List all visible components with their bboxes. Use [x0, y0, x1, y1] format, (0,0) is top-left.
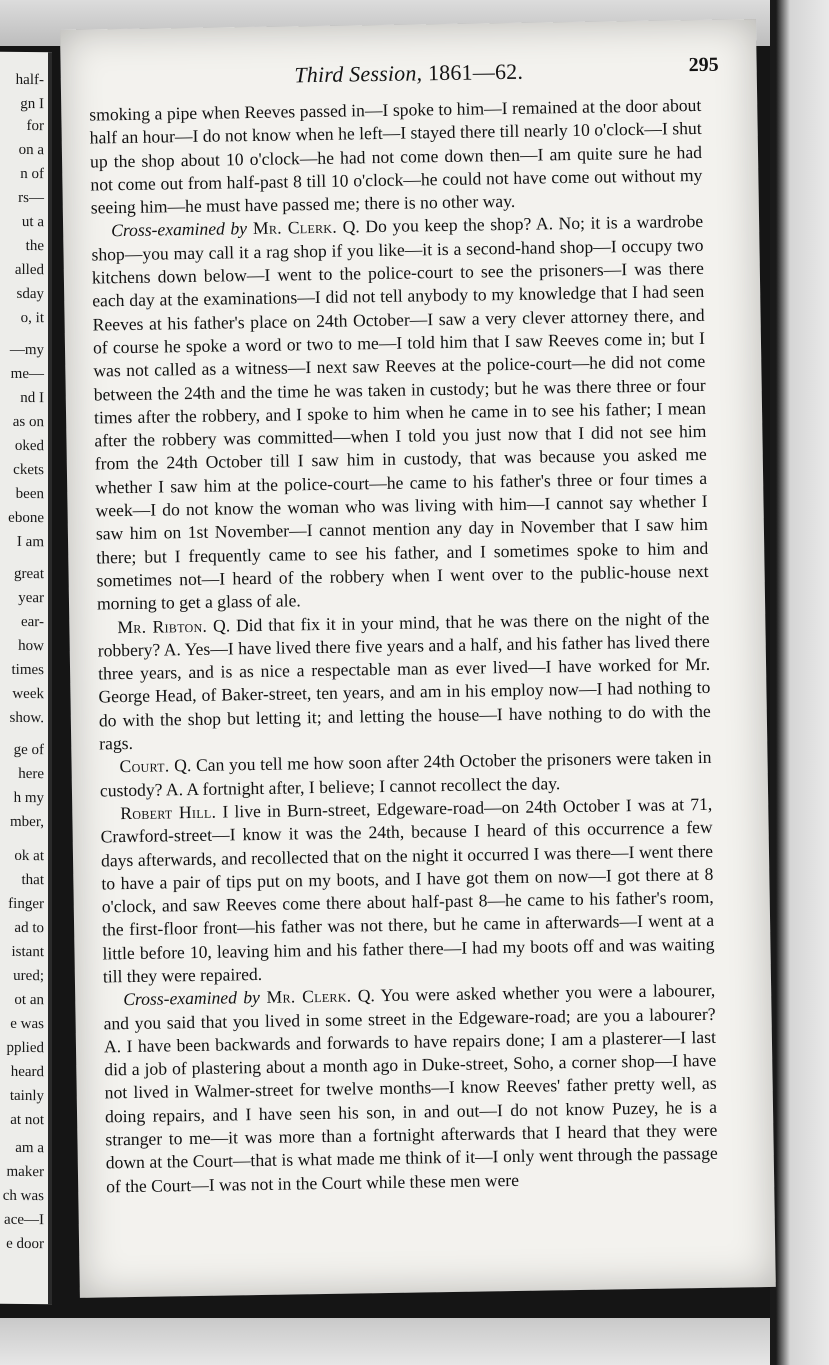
- running-header: [61, 55, 757, 94]
- paragraph-lead-italic: Cross-examined by: [111, 218, 248, 241]
- left-page-fragment: how: [18, 637, 44, 655]
- paragraph-text: smoking a pipe when Reeves passed in—I spoke to him—I remained at the door about half an hour—I do not know when he left—I stayed there till nearly 10 o'clock—I shut up the shop about 10 o'clock—he had not come down then—I am quite sure he had not come out from half-past 8 till 10 o'clock—he could not have come out without my seeing him—he must have passed me; there is no other way.: [89, 94, 703, 218]
- left-page-fragment: here: [18, 765, 44, 783]
- paragraph-text: Q. Did that fix it in your mind, that he was there on the night of the robbery? A. Yes—I have lived there five years and a half, and his father has lived there three years, and is as nice a respectable man as ever lived—I have worked for Mr. George Head, of Baker-street, ten years, and am in his employ now—I had nothing to do with the shop but letting it; and letting the house—I have nothing to do with the rags.: [97, 607, 711, 754]
- left-page-fragment: istant: [11, 943, 44, 961]
- left-page-fragment: I am: [16, 533, 44, 551]
- left-page-fragment: rs—: [18, 189, 44, 207]
- left-page-fragment: am a: [15, 1139, 44, 1157]
- left-page-fragment: mber,: [10, 813, 44, 831]
- witness-name: Robert Hill.: [120, 801, 217, 824]
- paragraph-lead-italic: Cross-examined by: [123, 987, 261, 1010]
- left-page-fragment: the: [25, 237, 44, 255]
- page-number: 295: [688, 53, 719, 77]
- paragraph-text: I live in Burn-street, Edgeware-road—on 24th October I was at 71, Crawford-street—I know it was the 24th, because I heard of this occurrence a few days afterwards, and recollected that on the night it occurred I was there—I went there to have a pair of tips put on my boots, and I have got them on now—I got there at 8 o'clock, and saw Reeves come there about half-past 8—he came to his father's room, the first-floor front—his father was not there, but he came in afterwards—I went at a little before 10, leaving him and his father there—I had my boots off and was waiting till they were repaired.: [100, 793, 715, 987]
- paragraph: [100, 793, 715, 989]
- paragraph-text: Q. Do you keep the shop? A. No; it is a wardrobe shop—you may call it a rag shop if you like—it is a second-hand shop—I occupy two kitchens down below—I went to the police-court to see the prisoners—I was there each day at the examinations—I did not tell anybody to my knowledge that I had seen Reeves at his father's place on 24th October—I saw a very clever attorney there, and of course he spoke a word or two to me—I told him that I saw Reeves come in; but I was not called as a witness—I next saw Reeves at the police-court—he did not come between the 24th and the time he was taken in custody; but he was there three or four times after the robbery, and I spoke to him when he came in to see his father; I mean after the robbery was committed—when I told you just now that I did not see him from the 24th October till I saw him in custody, that was because you asked me whether I saw him at the police-court—he came to his father's three or four times a week—I do not know the woman who was living with him—I cannot say whether I saw him on 1st November—I cannot mention any day in November that I saw him there; but I frequently came to see his father, and I sometimes spoke to him and sometimes not—I heard of the robbery when I went over to the public-house next morning to get a glass of ale.: [91, 211, 709, 614]
- paragraph: [89, 94, 703, 220]
- paragraph: [91, 210, 709, 616]
- left-page-fragment: nd I: [20, 389, 44, 407]
- paragraph: [103, 979, 718, 1198]
- speaker-name: Court.: [119, 755, 170, 777]
- left-page-fragment: ad to: [14, 919, 44, 937]
- left-page-fragment: ebone: [8, 509, 44, 527]
- left-page-fragment: ured;: [13, 967, 44, 985]
- left-page-fragment: —my: [9, 341, 44, 359]
- left-page-edge: [0, 52, 52, 1305]
- left-page-fragment: ut a: [21, 213, 44, 231]
- scan-bottom-margin: [0, 1318, 829, 1365]
- left-page-fragment: great: [14, 565, 44, 583]
- left-page-fragment: me—: [10, 365, 44, 383]
- left-page-fragment: n of: [20, 165, 44, 183]
- left-page-fragment: h my: [13, 789, 44, 807]
- left-page-fragment: pplied: [6, 1039, 44, 1057]
- left-page-fragment: e was: [10, 1015, 44, 1033]
- left-page-fragment: half-: [15, 71, 44, 89]
- left-page-fragment: show.: [9, 709, 44, 727]
- testimony-body: [89, 94, 718, 1198]
- paragraph-text: Q. Can you tell me how soon after 24th October the prisoners were taken in custody? A. A fortnight after, I believe; I cannot recollect the day.: [99, 747, 712, 801]
- left-page-fragment: ok at: [14, 847, 44, 865]
- left-page-fragment: year: [18, 589, 44, 607]
- left-page-fragment: ch was: [2, 1187, 44, 1205]
- left-page-fragment: been: [15, 485, 44, 503]
- left-page-fragment: ge of: [13, 741, 44, 759]
- left-page-fragment: on a: [18, 141, 44, 159]
- speaker-name: Mr. Clerk.: [259, 985, 352, 1008]
- left-page-fragment: e door: [6, 1235, 44, 1253]
- left-page-fragment: for: [26, 118, 44, 135]
- left-page-fragment: times: [11, 661, 44, 679]
- left-page-fragment: ear-: [20, 613, 44, 631]
- session-title: [61, 55, 757, 92]
- left-page-fragment: week: [12, 685, 44, 703]
- scan-right-margin: [770, 0, 829, 1365]
- left-page-fragment: as on: [12, 413, 44, 431]
- left-page-fragment: that: [21, 871, 44, 889]
- left-page-fragment: tainly: [9, 1087, 44, 1105]
- left-page-fragment: alled: [14, 261, 44, 279]
- left-page-fragment: sday: [16, 285, 44, 303]
- left-page-fragment: ot an: [14, 991, 44, 1009]
- left-page-fragment: o, it: [20, 309, 44, 327]
- left-page-fragment: gn I: [20, 95, 44, 113]
- left-page-fragment: ckets: [13, 461, 44, 479]
- paragraph: [97, 606, 711, 755]
- left-page-fragment: finger: [8, 895, 44, 913]
- left-page-fragment: at not: [10, 1111, 44, 1129]
- session-title-italic: Third Session,: [294, 60, 423, 88]
- session-title-year: 1861—62.: [422, 58, 524, 86]
- paragraph-text: Q. You were asked whether you were a labourer, and you said that you lived in some street in the Edgeware-road; are you a labourer? A. I have been backwards and forwards to have repairs done; I am a plasterer—I last did a job of plastering about a month ago in Duke-street, Soho, a corner shop—I have not lived in Walmer-street for twelve months—I know Reeves' father pretty well, as doing repairs, and I have seen his son, in and out—I do not know Puzey, he is a stranger to me—it was more than a fortnight afterwards that I heard that they were down at the Court—that is what made me think of it—I only went through the passage of the Court—I was not in the Court while these men were: [103, 980, 718, 1197]
- left-page-fragment: ace—I: [4, 1211, 44, 1229]
- left-page-fragment: heard: [10, 1063, 44, 1081]
- left-page-fragment: maker: [6, 1163, 44, 1181]
- speaker-name: Mr. Clerk.: [246, 217, 338, 239]
- left-page-fragment: oked: [14, 437, 44, 455]
- book-page: [60, 19, 776, 1298]
- speaker-name: Mr. Ribton.: [117, 615, 208, 637]
